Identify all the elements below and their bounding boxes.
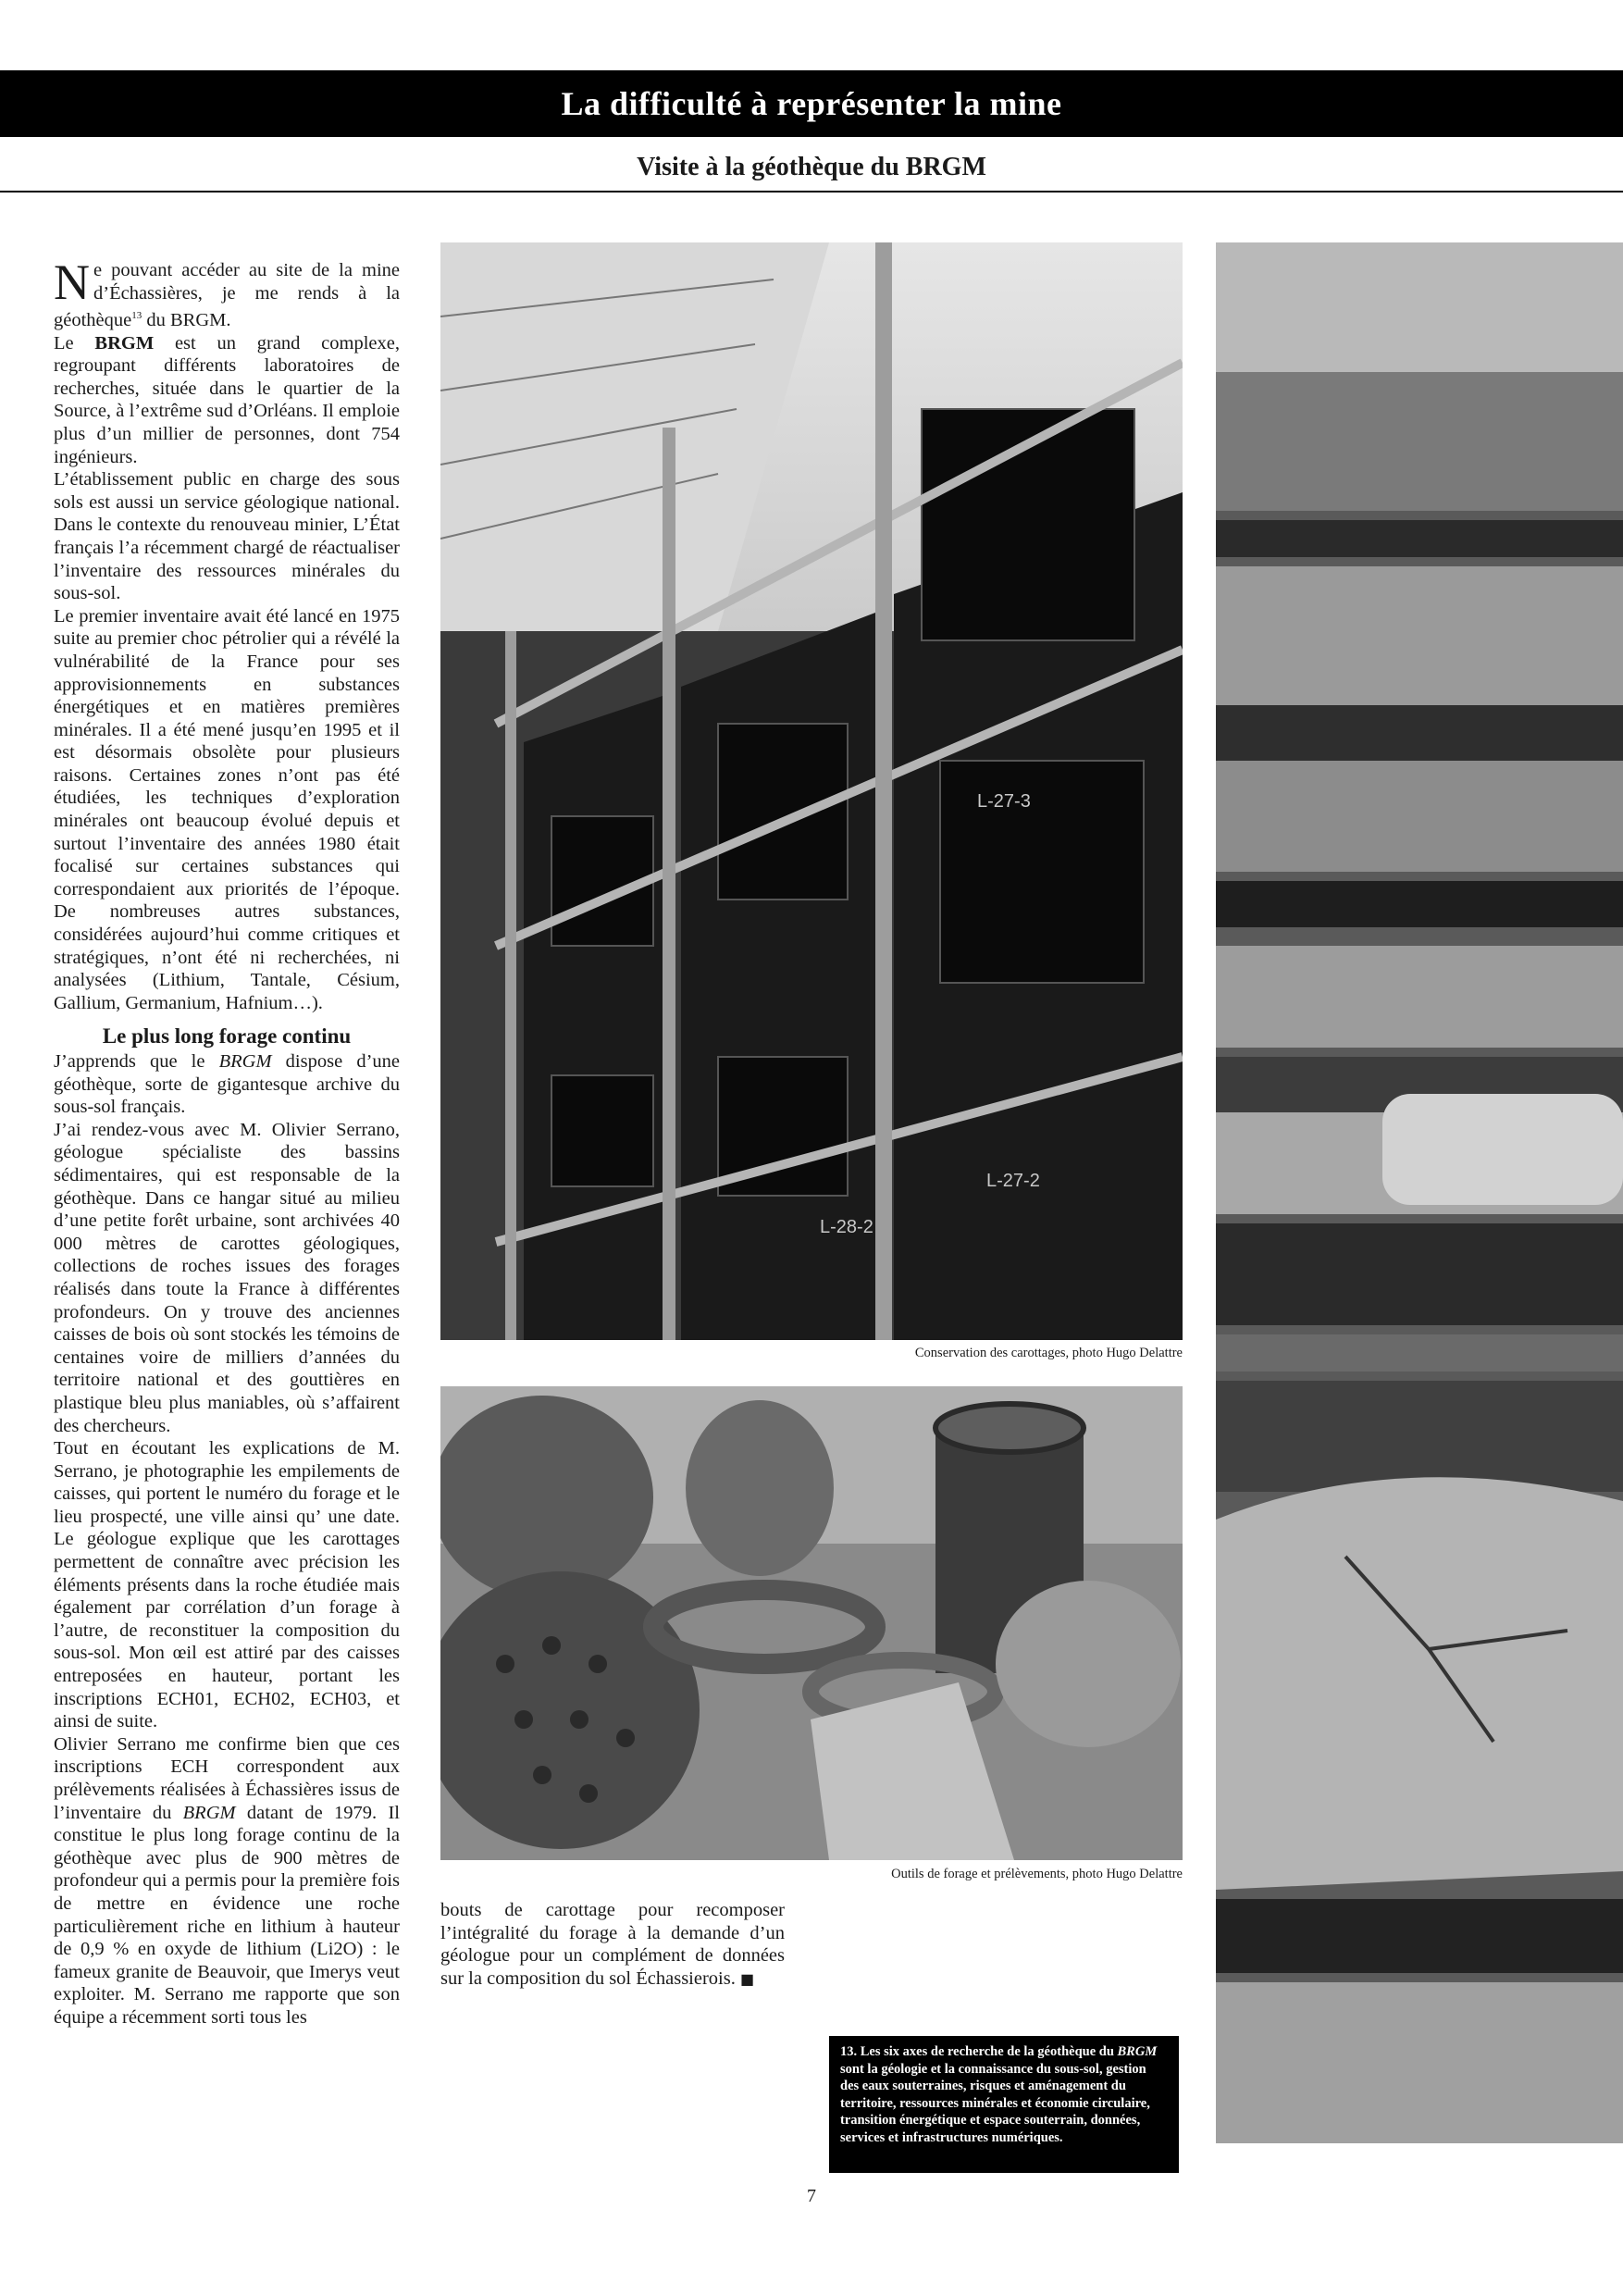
paragraph-intro	[54, 254, 400, 332]
page-subtitle: Visite à la géothèque du BRGM	[637, 153, 986, 181]
rack-label-1: L-27-3	[977, 791, 1031, 812]
paragraph-geotheque	[54, 1050, 400, 1119]
end-mark: ■	[739, 1969, 755, 1988]
rack-label-3: L-28-2	[820, 1217, 873, 1237]
section-heading: Le plus long forage continu	[102, 1024, 352, 1049]
paragraph-continuation	[440, 1899, 785, 1991]
p8-pre: Olivier Serrano me confirme bien que ces inscriptions ECH correspondent aux prélèvements réalisées à Échassières issus de l’inventaire du	[54, 1733, 400, 1823]
cores-illustration	[1216, 242, 1623, 2143]
p8-text: datant de 1979. Il constitue le plus long forage continu de la géothèque avec plus de 900 mètres de profondeur qui a permis pour la première fois de mettre en évidence une roche particulièrement riche en lithium à hauteur de 0,9 % en oxyde de lithium (Li2O) : le fameux granite de Beauvoir, que Imerys veut exploiter. M. Serrano me rapporte que son équipe a récemment sorti tous les	[54, 1802, 401, 2028]
caption-shelves: Conservation des carottages, photo Hugo Delattre	[914, 1346, 1183, 1360]
p5-text: dispose d’une géothèque, sorte de gigantesque archive du sous-sol français.	[54, 1051, 400, 1118]
caption-tools: Outils de forage et prélèvements, photo Hugo Delattre	[891, 1867, 1183, 1881]
rack-label-2: L-27-2	[986, 1171, 1040, 1191]
paragraph-serrano: J’ai rendez-vous avec M. Olivier Serrano, géologue spécialiste des bassins sédimentaires, qui est responsable de la géothèque. Dans ce hangar situé au milieu d’une petite forêt urbaine, sont archivées 40 000 mètres de carottes géologiques, collections de roches issues des forages réalisés dans toute la France à différentes profondeurs. On y trouve des anciennes caisses de bois où sont stockés les témoins de centaines voire de milliers d’années du territoire national et des gouttières en plastique bleu plus maniables, où s’affairent des chercheurs.	[54, 1119, 400, 1436]
p2-text: est un grand complexe, regroupant différents laboratoires de recherches, située dans le quartier de la Source, à l’extrême sud d’Orléans. Il emploie plus d’un millier de personnes, dont 754 ingénieurs.	[54, 332, 400, 467]
paragraph-explications: Tout en écoutant les explications de M. Serrano, je photographie les empilements de caisses, qui portent le numéro du forage et le lieu prospecté, une ville ainsi qu’ une date. Le géologue explique que les carottages permettent de connaître avec précision les éléments présents dans la roche étudiée mais également par corrélation d’un forage à l’autre, de reconstituer la composition du sous-sol. Mon œil est attiré par des caisses entreposées en hauteur, portant les inscriptions ECH01, ECH02, ECH03, et ainsi de suite.	[54, 1438, 400, 1732]
photo-core-samples	[1216, 242, 1623, 2143]
intro-text: e pouvant accéder au site de la mine d’Échassières, je me rends à la géothèque	[54, 260, 400, 331]
p2-brgm: BRGM	[94, 332, 155, 354]
footnote-box	[829, 2036, 1179, 2173]
page-number: 7	[807, 2186, 816, 2206]
p2-pre: Le	[54, 332, 95, 354]
footnote-number: 13.	[840, 2044, 858, 2059]
intro-end: du BRGM.	[142, 310, 231, 331]
footnote-text-a: Les six axes de recherche de la géothèque du	[857, 2044, 1118, 2059]
tools-illustration	[440, 1386, 1183, 1860]
photo-core-storage-shelves	[440, 242, 1183, 1340]
page-title: La difficulté à représenter la mine	[0, 70, 1623, 137]
header-rule	[0, 191, 1623, 192]
footnote-text-b: sont la géologie et la connaissance du sous-sol, gestion des eaux souterraines, risques et aménagement du territoire, ressources minérales et économie circulaire, transition énergétique et espace souterrain, données, services et infrastructures numériques.	[840, 2061, 1150, 2145]
p8-brgm: BRGM	[182, 1802, 236, 1823]
paragraph-etablissement: L’établissement public en charge des sous sols est aussi un service géologique national. Dans le contexte du renouveau minier, L’État français l’a récemment chargé de réactualiser l’inventaire des ressources minérales du sous-sol.	[54, 469, 400, 604]
p9-text: bouts de carottage pour recomposer l’intégralité du forage à la demande d’un géologue pour un complément de données sur la composition du sol Échassierois.	[440, 1900, 785, 1989]
paragraph-brgm	[54, 332, 400, 469]
photo-drilling-tools	[440, 1386, 1183, 1860]
p5-brgm: BRGM	[218, 1051, 272, 1073]
shelves-illustration	[440, 242, 1183, 1340]
p5-pre: J’apprends que le	[54, 1051, 219, 1073]
footnote-brgm: BRGM	[1117, 2044, 1158, 2059]
article-column-left	[54, 254, 401, 2029]
drop-cap: N	[54, 254, 90, 310]
paragraph-inventaire: Le premier inventaire avait été lancé en 1975 suite au premier choc pétrolier qui a révélé la vulnérabilité de la France pour ses approvisionnements en substances énergétiques et en matières premières minérales. Il a été mené jusqu’en 1995 et il est désormais obsolète pour plusieurs raisons. Certaines zones n’ont pas été étudiées, les techniques d’exploration minérales ont beaucoup évolué depuis et surtout l’inventaire des années 1980 était focalisé sur certaines substances qui correspondaient aux priorités de l’époque. De nombreuses autres substances, considérées aujourd’hui comme critiques et stratégiques, n’ont été ni recherchées, ni analysées (Lithium, Tantale, Césium, Gallium, Germanium, Hafnium…).	[54, 605, 400, 1013]
article-column-middle	[440, 1899, 785, 1991]
footnote-ref[interactable]: 13	[131, 310, 142, 322]
paragraph-echassieres	[54, 1733, 400, 2029]
